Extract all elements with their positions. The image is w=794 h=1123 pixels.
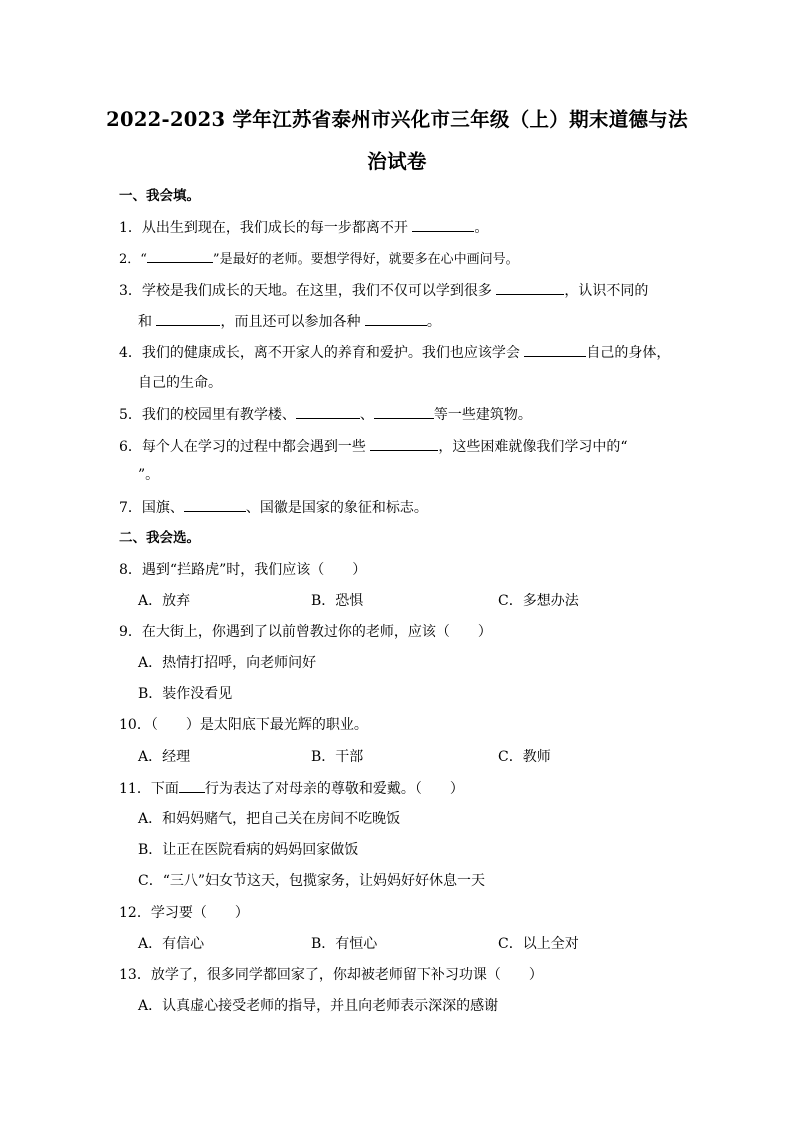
option-a[interactable]: A．热情打招呼，向老师问好 [138, 655, 317, 671]
section-2-heading: 二、我会选。 [119, 530, 200, 546]
question-4-text: 4．我们的健康成长，离不开家人的养育和爱护。我们也应该学会 [119, 345, 525, 361]
answer-blank[interactable] [184, 498, 246, 512]
option-c[interactable]: C．教师 [498, 749, 551, 765]
option-c[interactable]: C．“三八”妇女节这天，包揽家务，让妈妈好好休息一天 [138, 873, 486, 889]
question-11 [119, 779, 464, 798]
answer-blank[interactable] [524, 343, 586, 357]
answer-blank[interactable] [156, 312, 220, 326]
question-3-end: 。 [426, 314, 441, 330]
question-12: 12．学习要（ ） [119, 905, 249, 921]
option-a[interactable]: A．经理 [138, 749, 191, 765]
answer-blank[interactable] [496, 281, 564, 295]
question-11-text: 11．下面 [119, 781, 179, 797]
question-9: 9．在大街上，你遇到了以前曾教过你的老师，应该（ ） [119, 624, 492, 640]
question-3-mid: ，认识不同的 [564, 283, 649, 299]
question-3-text-2: 和 [138, 314, 157, 330]
question-5-end: 等一些建筑物。 [433, 407, 532, 423]
question-2-end: ”是最好的老师。要想学得好，就要多在心中画问号。 [212, 252, 519, 267]
option-a[interactable]: A．认真虚心接受老师的指导，并且向老师表示深深的感谢 [138, 998, 499, 1014]
option-b[interactable]: B．有恒心 [311, 936, 378, 952]
question-4 [119, 343, 670, 362]
question-6-continued: ”。 [138, 467, 160, 483]
question-1-end: 。 [474, 220, 489, 236]
exam-title-line-2: 治试卷 [367, 150, 427, 173]
answer-blank[interactable] [179, 779, 205, 793]
question-1-text: 1．从出生到现在，我们成长的每一步都离不开 [119, 220, 413, 236]
question-10: 10．（ ）是太阳底下最光辉的职业。 [119, 717, 368, 733]
question-3-continued [138, 312, 441, 331]
question-1 [119, 218, 488, 237]
option-b[interactable]: B．恐惧 [311, 593, 364, 609]
exam-title-line-1: 2022-2023 学年江苏省泰州市兴化市三年级（上）期末道德与法 [106, 108, 688, 131]
answer-blank[interactable] [412, 218, 474, 232]
answer-blank[interactable] [365, 312, 427, 326]
question-7-end: 、国徽是国家的象征和标志。 [245, 500, 428, 516]
option-a[interactable]: A．有信心 [138, 936, 205, 952]
question-3 [119, 281, 648, 300]
question-8: 8．遇到“拦路虎”时，我们应该（ ） [119, 562, 367, 578]
question-2-text: 2．“ [119, 252, 147, 267]
option-a[interactable]: A．和妈妈赌气，把自己关在房间不吃晚饭 [138, 811, 401, 827]
question-3-text-3: ，而且还可以参加各种 [220, 314, 365, 330]
question-3-text: 3．学校是我们成长的天地。在这里，我们不仅可以学到很多 [119, 283, 497, 299]
question-6-mid: ，这些困难就像我们学习中的“ [438, 439, 628, 455]
question-6-text: 6．每个人在学习的过程中都会遇到一些 [119, 439, 371, 455]
option-c[interactable]: C．以上全对 [498, 936, 579, 952]
question-4-continued: 自己的生命。 [138, 375, 222, 391]
question-5-text: 5．我们的校园里有教学楼、 [119, 407, 296, 423]
option-b[interactable]: B．装作没看见 [138, 686, 233, 702]
question-4-mid: 自己的身体， [586, 345, 671, 361]
question-7 [119, 498, 428, 517]
option-a[interactable]: A．放弃 [138, 593, 191, 609]
question-11-end: 行为表达了对母亲的尊敬和爱戴。（ ） [204, 781, 464, 797]
option-b[interactable]: B．让正在医院看病的妈妈回家做饭 [138, 842, 359, 858]
option-c[interactable]: C．多想办法 [498, 593, 579, 609]
answer-blank[interactable] [374, 405, 434, 419]
section-1-heading: 一、我会填。 [119, 188, 200, 204]
option-b[interactable]: B．干部 [311, 749, 364, 765]
question-7-text: 7．国旗、 [119, 500, 184, 516]
answer-blank[interactable] [147, 249, 213, 263]
question-2 [119, 249, 519, 269]
question-6 [119, 437, 628, 456]
question-5-sep: 、 [359, 407, 374, 423]
answer-blank[interactable] [370, 437, 438, 451]
question-5 [119, 405, 532, 424]
question-13: 13．放学了，很多同学都回家了，你却被老师留下补习功课（ ） [119, 967, 543, 983]
answer-blank[interactable] [296, 405, 360, 419]
